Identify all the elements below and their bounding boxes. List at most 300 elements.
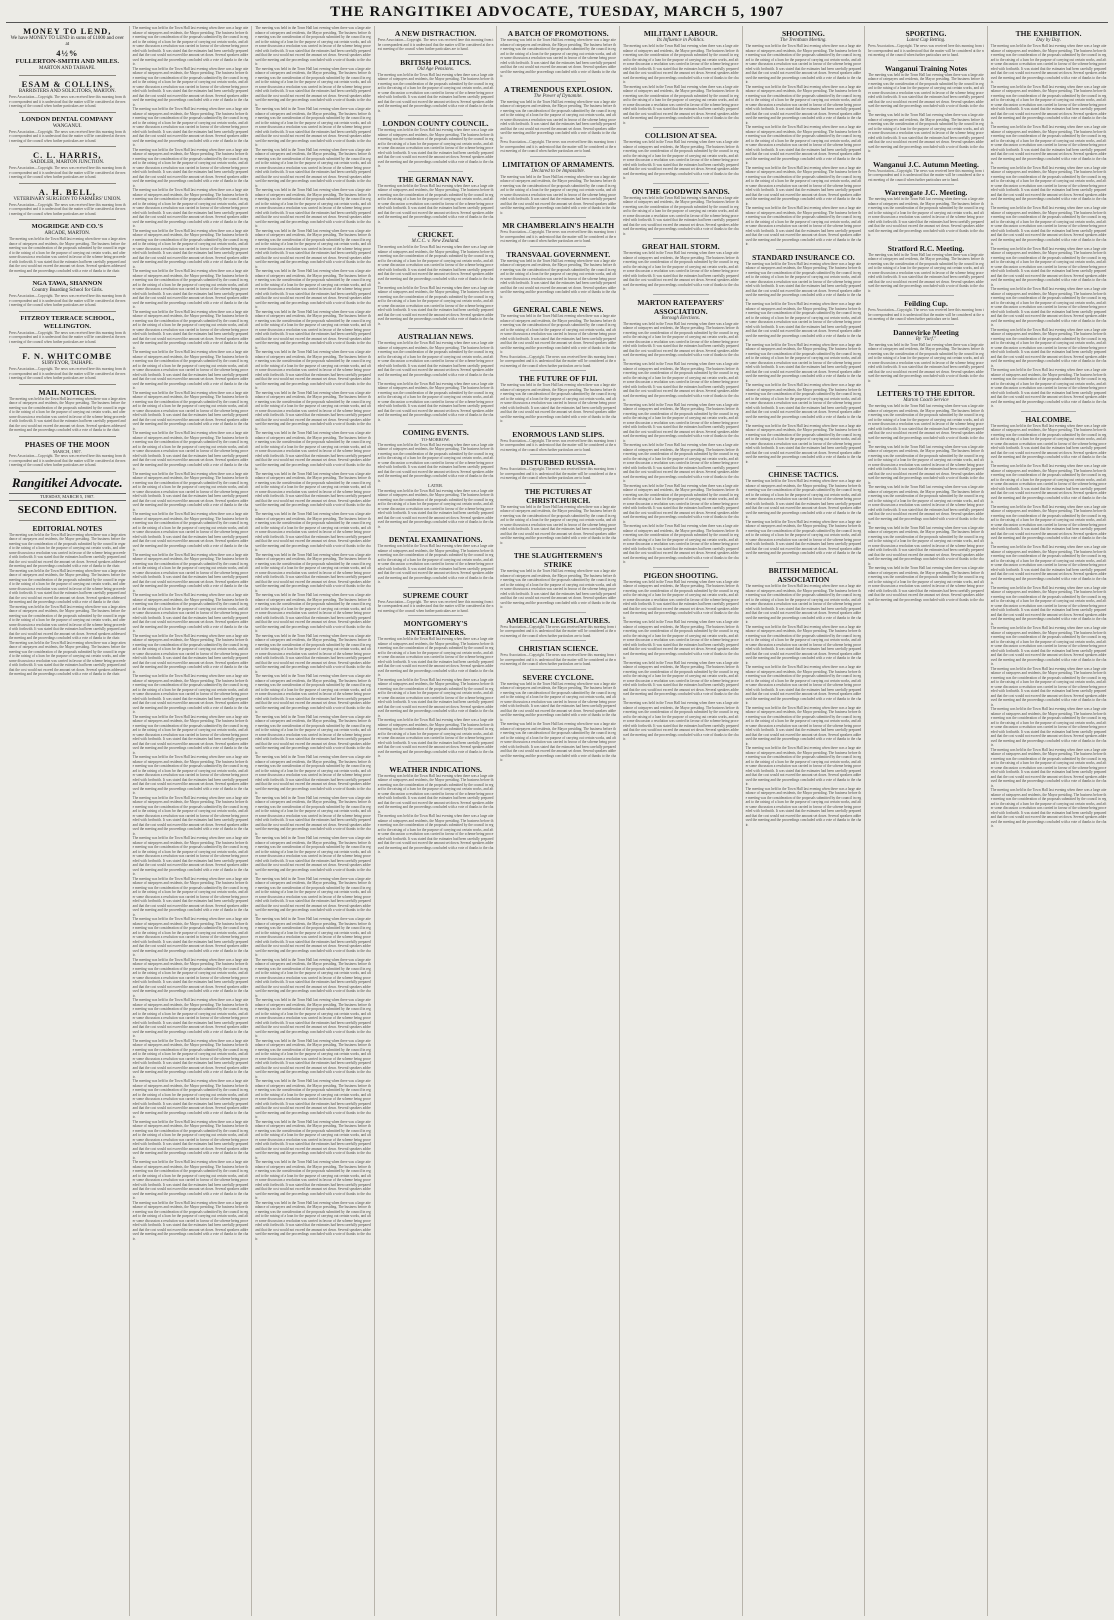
article-text: The meeting was held in the Town Hall last evening when there was a large attendance of ratepayers and residents, the Mayor presiding. The business before the meeting was the consideration of the proposals submitted by the council in regard to the raising of a loan for the purpose of carrying out certain works, and after some discussion a resolution was carried in favour of the scheme being proceeded with forthwith. It was stated that the estimates had been carefully prepared and that the cost would not exceed the amount set down. Several speakers addressed the meeting and the proceedings concluded with a vote of thanks to the chair.	[745, 746, 862, 786]
article-text: The meeting was held in the Town Hall last evening when there was a large attendance of ratepayers and residents, the Mayor presiding. The business before the meeting was the consideration of the proposals submitted by the council in regard to the raising of a loan for the purpose of carrying out certain works, and after some discussion a resolution was carried in favour of the scheme being proceeded with forthwith. It was stated that the estimates had been carefully prepared and that the cost would not exceed the amount set down. Several speakers addressed the meeting and the proceedings concluded with a vote of thanks to the chair.	[622, 84, 739, 125]
article-text: The meeting was held in the Town Hall last evening when there was a large attendance of ratepayers and residents, the Mayor presiding. The business before the meeting was the consideration of the proposals submitted by the council in regard to the raising of a loan for the purpose of carrying out certain works, and after some discussion a resolution was carried in favour of the scheme being proceeded with forthwith. It was stated that the estimates had been carefully prepared and that the cost would not exceed the amount set down. Several speakers addressed the meeting and the proceedings concluded with a vote of thanks to the chair.	[377, 183, 494, 224]
article-text: The meeting was held in the Town Hall last evening when there was a large attendance of ratepayers and residents, the Mayor presiding. The business before the meeting was the consideration of the proposals submitted by the council in regard to the raising of a loan for the purpose of carrying out certain works, and after some discussion a resolution was carried in favour of the scheme being proceeded with forthwith. It was stated that the estimates had been carefully prepared and that the cost would not exceed the amount set down. Several speakers addressed the meeting and the proceedings concluded with a vote of thanks to the chair.	[132, 1160, 249, 1200]
heading-letters-to-the-editor: LETTERS TO THE EDITOR.	[877, 389, 975, 398]
ad-nga-tawa-sub: Country Boarding School for Girls.	[31, 288, 103, 293]
article-text: The meeting was held in the Town Hall last evening when there was a large attendance of ratepayers and residents, the Mayor presiding. The business before the meeting was the consideration of the proposals submitted by the council in regard to the raising of a loan for the purpose of carrying out certain works, and after some discussion a resolution was carried in favour of the scheme being proceeded with forthwith. It was stated that the estimates had been carefully prepared and that the cost would not exceed the amount set down. Several speakers addressed the meeting and the proceedings concluded with a vote of thanks to the chair.	[377, 488, 494, 529]
article-text: The meeting was held in the Town Hall last evening when there was a large attendance of ratepayers and residents, the Mayor presiding. The business before the meeting was the consideration of the proposals submitted by the council in regard to the raising of a loan for the purpose of carrying out certain works, and after some discussion a resolution was carried in favour of the scheme being proceeded with forthwith. It was stated that the estimates had been carefully prepared and that the cost would not exceed the amount set down. Several speakers addressed the meeting and the proceedings concluded with a vote of thanks to the chair.	[377, 442, 494, 483]
second-edition-heading: SECOND EDITION.	[17, 503, 117, 516]
article-text: The meeting was held in the Town Hall last evening when there was a large attendance of ratepayers and residents, the Mayor presiding. The business before the meeting was the consideration of the proposals submitted by the council in regard to the raising of a loan for the purpose of carrying out certain works, and after some discussion a resolution was carried in favour of the scheme being proceeded with forthwith. It was stated that the estimates had been carefully prepared and that the cost would not exceed the amount set down. Several speakers addressed the meeting and the proceedings concluded with a vote of thanks to the chair.	[255, 512, 371, 552]
article-text: The meeting was held in the Town Hall last evening when there was a large attendance of ratepayers and residents, the Mayor presiding. The business before the meeting was the consideration of the proposals submitted by the council in regard to the raising of a loan for the purpose of carrying out certain works, and after some discussion a resolution was carried in favour of the scheme being proceeded with forthwith. It was stated that the estimates had been carefully prepared and that the cost would not exceed the amount set down. Several speakers addressed the meeting and the proceedings concluded with a vote of thanks to the chair.	[255, 431, 371, 471]
rule	[653, 294, 709, 295]
column-2	[129, 26, 252, 1616]
ad-nga-tawa: NGA TAWA, SHANNON	[32, 280, 103, 287]
article-text: Press Association—Copyright. The news was received here this morning from the correspondent and it is understood that the matter will be considered at the next meeting of the council when further particulars are to hand.	[377, 599, 494, 613]
article-text: The meeting was held in the Town Hall last evening when there was a large attendance of ratepayers and residents, the Mayor presiding. The business before the meeting was the consideration of the proposals submitted by the council in regard to the raising of a loan for the purpose of carrying out certain works, and after some discussion a resolution was carried in favour of the scheme being proceeded with forthwith. It was stated that the estimates had been carefully prepared and that the cost would not exceed the amount set down. Several speakers addressed the meeting and the proceedings concluded with a vote of thanks to the chair.	[990, 585, 1107, 626]
article-text: The meeting was held in the Town Hall last evening when there was a large attendance of ratepayers and residents, the Mayor presiding. The business before the meeting was the consideration of the proposals submitted by the council in regard to the raising of a loan for the purpose of carrying out certain works, and after some discussion a resolution was carried in favour of the scheme being proceeded with forthwith. It was stated that the estimates had been carefully prepared and that the cost would not exceed the amount set down. Several speakers addressed the meeting and the proceedings concluded with a vote of thanks to the chair.	[990, 206, 1107, 246]
article-text: The meeting was held in the Town Hall last evening when there was a large attendance of ratepayers and residents, the Mayor presiding. The business before the meeting was the consideration of the proposals submitted by the council in regard to the raising of a loan for the purpose of carrying out certain works, and after some discussion a resolution was carried in favour of the scheme being proceeded with forthwith. It was stated that the estimates had been carefully prepared and that the cost would not exceed the amount set down. Several speakers addressed the meeting and the proceedings concluded with a vote of thanks to the chair.	[745, 584, 862, 624]
rule	[408, 115, 464, 116]
article-text: The meeting was held in the Town Hall last evening when there was a large attendance of ratepayers and residents, the Mayor presiding. The business before the meeting was the consideration of the proposals submitted by the council in regard to the raising of a loan for the purpose of carrying out certain works, and after some discussion a resolution was carried in favour of the scheme being proceeded with forthwith. It was stated that the estimates had been carefully prepared and that the cost would not exceed the amount set down. Several speakers addressed the meeting and the proceedings concluded with a vote of thanks to the chair.	[9, 604, 126, 640]
heading-goodwin-sands: ON THE GOODWIN SANDS.	[631, 186, 730, 196]
rule	[530, 547, 586, 548]
article-text: The meeting was held in the Town Hall last evening when there was a large attendance of ratepayers and residents, the Mayor presiding. The business before the meeting was the consideration of the proposals submitted by the council in regard to the raising of a loan for the purpose of carrying out certain works, and after some discussion a resolution was carried in favour of the scheme being proceeded with forthwith. It was stated that the estimates had been carefully prepared and that the cost would not exceed the amount set down. Several speakers addressed the meeting and the proceedings concluded with a vote of thanks to the chair.	[622, 140, 739, 180]
heading-general-cable-news: GENERAL CABLE NEWS.	[513, 305, 604, 314]
article-text: The meeting was held in the Town Hall last evening when there was a large attendance of ratepayers and residents, the Mayor presiding. The business before the meeting was the consideration of the proposals submitted by the council in regard to the raising of a loan for the purpose of carrying out certain works, and after some discussion a resolution was carried in favour of the scheme being proceeded with forthwith. It was stated that the estimates had been carefully prepared and that the cost would not exceed the amount set down. Several speakers addressed the meeting and the proceedings concluded with a vote of thanks to the chair.	[132, 1200, 249, 1241]
heading-wanganui-jc-autumn: Wanganui J.C. Autumn Meeting.	[873, 159, 979, 169]
article-text: The meeting was held in the Town Hall last evening when there was a large attendance of ratepayers and residents, the Mayor presiding. The business before the meeting was the consideration of the proposals submitted by the council in regard to the raising of a loan for the purpose of carrying out certain works, and after some discussion a resolution was carried in favour of the scheme being proceeded with forthwith. It was stated that the estimates had been carefully prepared and that the cost would not exceed the amount set down. Several speakers addressed the meeting and the proceedings concluded with a vote of thanks to the chair.	[990, 666, 1107, 707]
article-text: Press Association—Copyright. The news was received here this morning from the correspondent and it is understood that the matter will be considered at the next meeting of the council when further particulars are to hand.	[500, 354, 616, 368]
heading-pigeon-shooting: PIGEON SHOOTING.	[643, 570, 718, 580]
article-text: The meeting was held in the Town Hall last evening when there was a large attendance of ratepayers and residents, the Mayor presiding. The business before the meeting was the consideration of the proposals submitted by the council in regard to the raising of a loan for the purpose of carrying out certain works, and after some discussion a resolution was carried in favour of the scheme being proceeded with forthwith. It was stated that the estimates had been carefully prepared and that the cost would not exceed the amount set down. Several speakers addressed the meeting and the proceedings concluded with a vote of thanks to the chair.	[622, 44, 739, 84]
rule	[408, 171, 464, 172]
article-text: The meeting was held in the Town Hall last evening when there was a large attendance of ratepayers and residents, the Mayor presiding. The business before the meeting was the consideration of the proposals submitted by the council in regard to the raising of a loan for the purpose of carrying out certain works, and after some discussion a resolution was carried in favour of the scheme being proceeded with forthwith. It was stated that the estimates had been carefully prepared and that the cost would not exceed the amount set down. Several speakers addressed the meeting and the proceedings concluded with a vote of thanks to the chair.	[132, 633, 249, 674]
heading-cricket: CRICKET.	[417, 230, 454, 239]
page-columns	[6, 26, 1110, 1616]
rule	[653, 567, 709, 568]
article-text: The meeting was held in the Town Hall last evening when there was a large attendance of ratepayers and residents, the Mayor presiding. The business before the meeting was the consideration of the proposals submitted by the council in regard to the raising of a loan for the purpose of carrying out certain works, and after some discussion a resolution was carried in favour of the scheme being proceeded with forthwith. It was stated that the estimates had been carefully prepared and that the cost would not exceed the amount set down. Several speakers addressed the meeting and the proceedings concluded with a vote of thanks to the chair.	[132, 350, 249, 390]
article-text: The meeting was held in the Town Hall last evening when there was a large attendance of ratepayers and residents, the Mayor presiding. The business before the meeting was the consideration of the proposals submitted by the council in regard to the raising of a loan for the purpose of carrying out certain works, and after some discussion a resolution was carried in favour of the scheme being proceeded with forthwith. It was stated that the estimates had been carefully prepared and that the cost would not exceed the amount set down. Several speakers addressed the meeting and the proceedings concluded with a vote of thanks to the chair.	[377, 72, 494, 113]
subheading-marton-coach-service: Marton Coach Service	[903, 398, 949, 403]
article-text: The meeting was held in the Town Hall last evening when there was a large attendance of ratepayers and residents, the Mayor presiding. The business before the meeting was the consideration of the proposals submitted by the council in regard to the raising of a loan for the purpose of carrying out certain works, and after some discussion a resolution was carried in favour of the scheme being proceeded with forthwith. It was stated that the estimates had been carefully prepared and that the cost would not exceed the amount set down. Several speakers addressed the meeting and the proceedings concluded with a vote of thanks to the chair.	[132, 1119, 249, 1160]
article-text: The meeting was held in the Town Hall last evening when there was a large attendance of ratepayers and residents, the Mayor presiding. The business before the meeting was the consideration of the proposals submitted by the council in regard to the raising of a loan for the purpose of carrying out certain works, and after some discussion a resolution was carried in favour of the scheme being proceeded with forthwith. It was stated that the estimates had been carefully prepared and that the cost would not exceed the amount set down. Several speakers addressed the meeting and the proceedings concluded with a vote of thanks to the chair.	[990, 125, 1107, 165]
rule	[19, 183, 116, 184]
article-text: The meeting was held in the Town Hall last evening when there was a large attendance of ratepayers and residents, the Mayor presiding. The business before the meeting was the consideration of the proposals submitted by the council in regard to the raising of a loan for the purpose of carrying out certain works, and after some discussion a resolution was carried in favour of the scheme being proceeded with forthwith. It was stated that the estimates had been carefully prepared and that the cost would not exceed the amount set down. Several speakers addressed the meeting and the proceedings concluded with a vote of thanks to the chair.	[255, 1038, 371, 1079]
rule	[408, 531, 464, 532]
article-text: The meeting was held in the Town Hall last evening when there was a large attendance of ratepayers and residents, the Mayor presiding. The business before the meeting was the consideration of the proposals submitted by the council in regard to the raising of a loan for the purpose of carrying out certain works, and after some discussion a resolution was carried in favour of the scheme being proceeded with forthwith. It was stated that the estimates had been carefully prepared and that the cost would not exceed the amount set down. Several speakers addressed the meeting and the proceedings concluded with a vote of thanks to the chair.	[255, 26, 371, 66]
article-text: The meeting was held in the Town Hall last evening when there was a large attendance of ratepayers and residents, the Mayor presiding. The business before the meeting was the consideration of the proposals submitted by the council in regard to the raising of a loan for the purpose of carrying out certain works, and after some discussion a resolution was carried in favour of the scheme being proceeded with forthwith. It was stated that the estimates had been carefully prepared and that the cost would not exceed the amount set down. Several speakers addressed the meeting and the proceedings concluded with a vote of thanks to the chair.	[745, 786, 862, 827]
article-text: The meeting was held in the Town Hall last evening when there was a large attendance of ratepayers and residents, the Mayor presiding. The business before the meeting was the consideration of the proposals submitted by the council in regard to the raising of a loan for the purpose of carrying out certain works, and after some discussion a resolution was carried in favour of the scheme being proceeded with forthwith. It was stated that the estimates had been carefully prepared and that the cost would not exceed the amount set down. Several speakers addressed the meeting and the proceedings concluded with a vote of thanks to the chair.	[255, 228, 371, 269]
ad-bell: A. H. BELL,	[38, 186, 96, 197]
article-text: The meeting was held in the Town Hall last evening when there was a large attendance of ratepayers and residents, the Mayor presiding. The business before the meeting was the consideration of the proposals submitted by the council in regard to the raising of a loan for the purpose of carrying out certain works, and after some discussion a resolution was carried in favour of the scheme being proceeded with forthwith. It was stated that the estimates had been carefully prepared and that the cost would not exceed the amount set down. Several speakers addressed the meeting and the proceedings concluded with a vote of thanks to the chair.	[868, 525, 984, 566]
rule	[530, 669, 586, 670]
article-text: The meeting was held in the Town Hall last evening when there was a large attendance of ratepayers and residents, the Mayor presiding. The business before the meeting was the consideration of the proposals submitted by the council in regard to the raising of a loan for the purpose of carrying out certain works, and after some discussion a resolution was carried in favour of the scheme being proceeded with forthwith. It was stated that the estimates had been carefully prepared and that the cost would not exceed the amount set down. Several speakers addressed the meeting and the proceedings concluded with a vote of thanks to the chair.	[377, 285, 494, 326]
rule	[898, 385, 954, 386]
article-text: The meeting was held in the Town Hall last evening when there was a large attendance of ratepayers and residents, the Mayor presiding. The business before the meeting was the consideration of the proposals submitted by the council in regard to the raising of a loan for the purpose of carrying out certain works, and after some discussion a resolution was carried in favour of the scheme being proceeded with forthwith. It was stated that the estimates had been carefully prepared and that the cost would not exceed the amount set down. Several speakers addressed the meeting and the proceedings concluded with a vote of thanks to the chair.	[132, 957, 249, 998]
article-text: The meeting was held in the Town Hall last evening when there was a large attendance of ratepayers and residents, the Mayor presiding. The business before the meeting was the consideration of the proposals submitted by the council in regard to the raising of a loan for the purpose of carrying out certain works, and after some discussion a resolution was carried in favour of the scheme being proceeded with forthwith. It was stated that the estimates had been carefully prepared and that the cost would not exceed the amount set down. Several speakers addressed the meeting and the proceedings concluded with a vote of thanks to the chair.	[255, 957, 371, 998]
article-text: The meeting was held in the Town Hall last evening when there was a large attendance of ratepayers and residents, the Mayor presiding. The business before the meeting was the consideration of the proposals submitted by the council in regard to the raising of a loan for the purpose of carrying out certain works, and after some discussion a resolution was carried in favour of the scheme being proceeded with forthwith. It was stated that the estimates had been carefully prepared and that the cost would not exceed the amount set down. Several speakers addressed the meeting and the proceedings concluded with a vote of thanks to the chair.	[132, 836, 249, 876]
article-text: The meeting was held in the Town Hall last evening when there was a large attendance of ratepayers and residents, the Mayor presiding. The business before the meeting was the consideration of the proposals submitted by the council in regard to the raising of a loan for the purpose of carrying out certain works, and after some discussion a resolution was carried in favour of the scheme being proceeded with forthwith. It was stated that the estimates had been carefully prepared and that the cost would not exceed the amount set down. Several speakers addressed the meeting and the proceedings concluded with a vote of thanks to the chair.	[255, 795, 371, 836]
article-text: Press Association—Copyright. The news was received here this morning from the correspondent and it is understood that the matter will be considered at the next meeting of the council when further particulars are to hand.	[500, 230, 616, 243]
rule	[408, 615, 464, 616]
article-text: The meeting was held in the Town Hall last evening when there was a large attendance of ratepayers and residents, the Mayor presiding. The business before the meeting was the consideration of the proposals submitted by the council in regard to the raising of a loan for the purpose of carrying out certain works, and after some discussion a resolution was carried in favour of the scheme being proceeded with forthwith. It was stated that the estimates had been carefully prepared and that the cost would not exceed the amount set down. Several speakers addressed the meeting and the proceedings concluded with a vote of thanks to the chair.	[745, 342, 862, 383]
article-text: The meeting was held in the Town Hall last evening when there was a large attendance of ratepayers and residents, the Mayor presiding. The business before the meeting was the consideration of the proposals submitted by the council in regard to the raising of a loan for the purpose of carrying out certain works, and after some discussion a resolution was carried in favour of the scheme being proceeded with forthwith. It was stated that the estimates had been carefully prepared and that the cost would not exceed the amount set down. Several speakers addressed the meeting and the proceedings concluded with a vote of thanks to the chair.	[255, 917, 371, 957]
heading-new-distraction: A NEW DISTRACTION.	[394, 29, 477, 38]
rule	[530, 612, 586, 613]
heading-slaughtermens-strike: THE SLAUGHTERMEN'S STRIKE	[513, 551, 603, 569]
heading-shooting: SHOOTING.	[782, 29, 825, 38]
article-text: The meeting was held in the Town Hall last evening when there was a large attendance of ratepayers and residents, the Mayor presiding. The business before the meeting was the consideration of the proposals submitted by the council in regard to the raising of a loan for the purpose of carrying out certain works, and after some discussion a resolution was carried in favour of the scheme being proceeded with forthwith. It was stated that the estimates had been carefully prepared and that the cost would not exceed the amount set down. Several speakers addressed the meeting and the proceedings concluded with a vote of thanks to the chair.	[377, 128, 494, 168]
article-text: The meeting was held in the Town Hall last evening when there was a large attendance of ratepayers and residents, the Mayor presiding. The business before the meeting was the consideration of the proposals submitted by the council in regard to the raising of a loan for the purpose of carrying out certain works, and after some discussion a resolution was carried in favour of the scheme being proceeded with forthwith. It was stated that the estimates had been carefully prepared and that the cost would not exceed the amount set down. Several speakers addressed the meeting and the proceedings concluded with a vote of thanks to the chair.	[745, 302, 862, 342]
article-text: The meeting was held in the Town Hall last evening when there was a large attendance of ratepayers and residents, the Mayor presiding. The business before the meeting was the consideration of the proposals submitted by the council in regard to the raising of a loan for the purpose of carrying out certain works, and after some discussion a resolution was carried in favour of the scheme being proceeded with forthwith. It was stated that the estimates had been carefully prepared and that the cost would not exceed the amount set down. Several speakers addressed the meeting and the proceedings concluded with a vote of thanks to the chair.	[132, 876, 249, 917]
article-text: The meeting was held in the Town Hall last evening when there was a large attendance of ratepayers and residents, the Mayor presiding. The business before the meeting was the consideration of the proposals submitted by the council in regard to the raising of a loan for the purpose of carrying out certain works, and after some discussion a resolution was carried in favour of the scheme being proceeded with forthwith. It was stated that the estimates had been carefully prepared and that the cost would not exceed the amount set down. Several speakers addressed the meeting and the proceedings concluded with a vote of thanks to the chair.	[132, 795, 249, 836]
article-text: The meeting was held in the Town Hall last evening when there was a large attendance of ratepayers and residents, the Mayor presiding. The business before the meeting was the consideration of the proposals submitted by the council in regard to the raising of a loan for the purpose of carrying out certain works, and after some discussion a resolution was carried in favour of the scheme being proceeded with forthwith. It was stated that the estimates had been carefully prepared and that the cost would not exceed the amount set down. Several speakers addressed the meeting and the proceedings concluded with a vote of thanks to the chair.	[868, 197, 984, 237]
article-text: The meeting was held in the Town Hall last evening when there was a large attendance of ratepayers and residents, the Mayor presiding. The business before the meeting was the consideration of the proposals submitted by the council in regard to the raising of a loan for the purpose of carrying out certain works, and after some discussion a resolution was carried in favour of the scheme being proceeded with forthwith. It was stated that the estimates had been carefully prepared and that the cost would not exceed the amount set down. Several speakers addressed the meeting and the proceedings concluded with a vote of thanks to the chair.	[500, 174, 616, 215]
article-text: The meeting was held in the Town Hall last evening when there was a large attendance of ratepayers and residents, the Mayor presiding. The business before the meeting was the consideration of the proposals submitted by the council in regard to the raising of a loan for the purpose of carrying out certain works, and after some discussion a resolution was carried in favour of the scheme being proceeded with forthwith. It was stated that the estimates had been carefully prepared and that the cost would not exceed the amount set down. Several speakers addressed the meeting and the proceedings concluded with a vote of thanks to the chair.	[745, 383, 862, 423]
article-text: The meeting was held in the Town Hall last evening when there was a large attendance of ratepayers and residents, the Mayor presiding. The business before the meeting was the consideration of the proposals submitted by the council in regard to the raising of a loan for the purpose of carrying out certain works, and after some discussion a resolution was carried in favour of the scheme being proceeded with forthwith. It was stated that the estimates had been carefully prepared and that the cost would not exceed the amount set down. Several speakers addressed the meeting and the proceedings concluded with a vote of thanks to the chair.	[622, 579, 739, 620]
ad-london-dental: LONDON DENTAL COMPANY	[21, 115, 114, 123]
article-text: The meeting was held in the Town Hall last evening when there was a large attendance of ratepayers and residents, the Mayor presiding. The business before the meeting was the consideration of the proposals submitted by the council in regard to the raising of a loan for the purpose of carrying out certain works, and after some discussion a resolution was carried in favour of the scheme being proceeded with forthwith. It was stated that the estimates had been carefully prepared and that the cost would not exceed the amount set down. Several speakers addressed the meeting and the proceedings concluded with a vote of thanks to the chair.	[745, 479, 862, 519]
article-text: The meeting was held in the Town Hall last evening when there was a large attendance of ratepayers and residents, the Mayor presiding. The business before the meeting was the consideration of the proposals submitted by the council in regard to the raising of a loan for the purpose of carrying out certain works, and after some discussion a resolution was carried in favour of the scheme being proceeded with forthwith. It was stated that the estimates had been carefully prepared and that the cost would not exceed the amount set down. Several speakers addressed the meeting and the proceedings concluded with a vote of thanks to the chair.	[132, 512, 249, 552]
article-text: Press Association—Copyright. The news was received here this morning from the correspondent and it is understood that the matter will be considered at the next meeting of the council when further particulars are to hand.	[500, 140, 616, 153]
article-text: The meeting was held in the Town Hall last evening when there was a large attendance of ratepayers and residents, the Mayor presiding. The business before the meeting was the consideration of the proposals submitted by the council in regard to the raising of a loan for the purpose of carrying out certain works, and after some discussion a resolution was carried in favour of the scheme being proceeded with forthwith. It was stated that the estimates had been carefully prepared and that the cost would not exceed the amount set down. Several speakers addressed the meeting and the proceedings concluded with a vote of thanks to the chair.	[622, 701, 739, 741]
heading-chinese-tactics: CHINESE TACTICS.	[768, 470, 839, 479]
article-text: The meeting was held in the Town Hall last evening when there was a large attendance of ratepayers and residents, the Mayor presiding. The business before the meeting was the consideration of the proposals submitted by the council in regard to the raising of a loan for the purpose of carrying out certain works, and after some discussion a resolution was carried in favour of the scheme being proceeded with forthwith. It was stated that the estimates had been carefully prepared and that the cost would not exceed the amount set down. Several speakers addressed the meeting and the proceedings concluded with a vote of thanks to the chair.	[868, 252, 984, 293]
article-text: The meeting was held in the Town Hall last evening when there was a large attendance of ratepayers and residents, the Mayor presiding. The business before the meeting was the consideration of the proposals submitted by the council in regard to the raising of a loan for the purpose of carrying out certain works, and after some discussion a resolution was carried in favour of the scheme being proceeded with forthwith. It was stated that the estimates had been carefully prepared and that the cost would not exceed the amount set down. Several speakers addressed the meeting and the proceedings concluded with a vote of thanks to the chair.	[132, 593, 249, 633]
article-text: The meeting was held in the Town Hall last evening when there was a large attendance of ratepayers and residents, the Mayor presiding. The business before the meeting was the consideration of the proposals submitted by the council in regard to the raising of a loan for the purpose of carrying out certain works, and after some discussion a resolution was carried in favour of the scheme being proceeded with forthwith. It was stated that the estimates had been carefully prepared and that the cost would not exceed the amount set down. Several speakers addressed the meeting and the proceedings concluded with a vote of thanks to the chair.	[377, 341, 494, 381]
article-text: Press Association—Copyright. The news was received here this morning from the correspondent and it is understood that the matter will be considered at the next meeting of the council when further particulars are to hand.	[500, 653, 616, 666]
rule	[898, 60, 954, 61]
heading-dannevirke-meeting: Dannevirke Meeting	[893, 327, 959, 337]
article-text: The meeting was held in the Town Hall last evening when there was a large attendance of ratepayers and residents, the Mayor presiding. The business before the meeting was the consideration of the proposals submitted by the council in regard to the raising of a loan for the purpose of carrying out certain works, and after some discussion a resolution was carried in favour of the scheme being proceeded with forthwith. It was stated that the estimates had been carefully prepared and that the cost would not exceed the amount set down. Several speakers addressed the meeting and the proceedings concluded with a vote of thanks to the chair.	[622, 402, 739, 443]
ad-text: Press Association—Copyright. The news was received here this morning from the correspondent and it is understood that the matter will be considered at the next meeting of the council when further particulars are to hand.	[9, 367, 126, 380]
rule	[19, 311, 116, 312]
column-8	[864, 26, 987, 1616]
rule	[19, 471, 116, 472]
ad-whitcombe: F. N. WHITCOMBE	[22, 351, 113, 361]
article-text: The meeting was held in the Town Hall last evening when there was a large attendance of ratepayers and residents, the Mayor presiding. The business before the meeting was the consideration of the proposals submitted by the council in regard to the raising of a loan for the purpose of carrying out certain works, and after some discussion a resolution was carried in favour of the scheme being proceeded with forthwith. It was stated that the estimates had been carefully prepared and that the cost would not exceed the amount set down. Several speakers addressed the meeting and the proceedings concluded with a vote of thanks to the chair.	[622, 443, 739, 483]
article-text: The meeting was held in the Town Hall last evening when there was a large attendance of ratepayers and residents, the Mayor presiding. The business before the meeting was the consideration of the proposals submitted by the council in regard to the raising of a loan for the purpose of carrying out certain works, and after some discussion a resolution was carried in favour of the scheme being proceeded with forthwith. It was stated that the estimates had been carefully prepared and that the cost would not exceed the amount set down. Several speakers addressed the meeting and the proceedings concluded with a vote of thanks to the chair.	[377, 245, 494, 285]
article-text: The meeting was held in the Town Hall last evening when there was a large attendance of ratepayers and residents, the Mayor presiding. The business before the meeting was the consideration of the proposals submitted by the council in regard to the raising of a loan for the purpose of carrying out certain works, and after some discussion a resolution was carried in favour of the scheme being proceeded with forthwith. It was stated that the estimates had been carefully prepared and that the cost would not exceed the amount set down. Several speakers addressed the meeting and the proceedings concluded with a vote of thanks to the chair.	[500, 504, 616, 545]
article-text: The meeting was held in the Town Hall last evening when there was a large attendance of ratepayers and residents, the Mayor presiding. The business before the meeting was the consideration of the proposals submitted by the council in regard to the raising of a loan for the purpose of carrying out certain works, and after some discussion a resolution was carried in favour of the scheme being proceeded with forthwith. It was stated that the estimates had been carefully prepared and that the cost would not exceed the amount set down. Several speakers addressed the meeting and the proceedings concluded with a vote of thanks to the chair.	[377, 718, 494, 758]
article-text: The meeting was held in the Town Hall last evening when there was a large attendance of ratepayers and residents, the Mayor presiding. The business before the meeting was the consideration of the proposals submitted by the council in regard to the raising of a loan for the purpose of carrying out certain works, and after some discussion a resolution was carried in favour of the scheme being proceeded with forthwith. It was stated that the estimates had been carefully prepared and that the cost would not exceed the amount set down. Several speakers addressed the meeting and the proceedings concluded with a vote of thanks to the chair.	[990, 504, 1107, 545]
article-text: The meeting was held in the Town Hall last evening when there was a large attendance of ratepayers and residents, the Mayor presiding. The business before the meeting was the consideration of the proposals submitted by the council in regard to the raising of a loan for the purpose of carrying out certain works, and after some discussion a resolution was carried in favour of the scheme being proceeded with forthwith. It was stated that the estimates had been carefully prepared and that the cost would not exceed the amount set down. Several speakers addressed the meeting and the proceedings concluded with a vote of thanks to the chair.	[868, 444, 984, 485]
heading-feilding-cup: Feilding Cup.	[904, 299, 948, 308]
article-text: The meeting was held in the Town Hall last evening when there was a large attendance of ratepayers and residents, the Mayor presiding. The business before the meeting was the consideration of the proposals submitted by the council in regard to the raising of a loan for the purpose of carrying out certain works, and after some discussion a resolution was carried in favour of the scheme being proceeded with forthwith. It was stated that the estimates had been carefully prepared and that the cost would not exceed the amount set down. Several speakers addressed the meeting and the proceedings concluded with a vote of thanks to the chair.	[132, 431, 249, 471]
article-text: The meeting was held in the Town Hall last evening when there was a large attendance of ratepayers and residents, the Mayor presiding. The business before the meeting was the consideration of the proposals submitted by the council in regard to the raising of a loan for the purpose of carrying out certain works, and after some discussion a resolution was carried in favour of the scheme being proceeded with forthwith. It was stated that the estimates had been carefully prepared and that the cost would not exceed the amount set down. Several speakers addressed the meeting and the proceedings concluded with a vote of thanks to the chair.	[132, 552, 249, 593]
article-text: Press Association—Copyright. The news was received here this morning from the correspondent and it is understood that the matter will be considered at the next meeting of the council when further particulars are to hand.	[377, 38, 494, 51]
ad-firm-location: MARTON AND TAIHAPE.	[39, 66, 96, 71]
subheading-trentham-meeting: The Trentham Meeting.	[780, 38, 827, 43]
rule	[653, 183, 709, 184]
article-text: The meeting was held in the Town Hall last evening when there was a large attendance of ratepayers and residents, the Mayor presiding. The business before the meeting was the consideration of the proposals submitted by the council in regard to the raising of a loan for the purpose of carrying out certain works, and after some discussion a resolution was carried in favour of the scheme being proceeded with forthwith. It was stated that the estimates had been carefully prepared and that the cost would not exceed the amount set down. Several speakers addressed the meeting and the proceedings concluded with a vote of thanks to the chair.	[745, 705, 862, 746]
ad-text: The meeting was held in the Town Hall last evening when there was a large attendance of ratepayers and residents, the Mayor presiding. The business before the meeting was the consideration of the proposals submitted by the council in regard to the raising of a loan for the purpose of carrying out certain works, and after some discussion a resolution was carried in favour of the scheme being proceeded with forthwith. It was stated that the estimates had been carefully prepared and that the cost would not exceed the amount set down. Several speakers addressed the meeting and the proceedings concluded with a vote of thanks to the chair.	[9, 237, 126, 273]
subheading-later: LATER.	[428, 483, 444, 488]
article-text: The meeting was held in the Town Hall last evening when there was a large attendance of ratepayers and residents, the Mayor presiding. The business before the meeting was the consideration of the proposals submitted by the council in regard to the raising of a loan for the purpose of carrying out certain works, and after some discussion a resolution was carried in favour of the scheme being proceeded with forthwith. It was stated that the estimates had been carefully prepared and that the cost would not exceed the amount set down. Several speakers addressed the meeting and the proceedings concluded with a vote of thanks to the chair.	[990, 327, 1107, 368]
heading-marton-ratepayers: MARTON RATEPAYERS' ASSOCIATION.	[637, 297, 725, 316]
column-5	[496, 26, 619, 1616]
article-text: The meeting was held in the Town Hall last evening when there was a large attendance of ratepayers and residents, the Mayor presiding. The business before the meeting was the consideration of the proposals submitted by the council in regard to the raising of a loan for the purpose of carrying out certain works, and after some discussion a resolution was carried in favour of the scheme being proceeded with forthwith. It was stated that the estimates had been carefully prepared and that the cost would not exceed the amount set down. Several speakers addressed the meeting and the proceedings concluded with a vote of thanks to the chair.	[255, 755, 371, 795]
article-text: The meeting was held in the Town Hall last evening when there was a large attendance of ratepayers and residents, the Mayor presiding. The business before the meeting was the consideration of the proposals submitted by the council in regard to the raising of a loan for the purpose of carrying out certain works, and after some discussion a resolution was carried in favour of the scheme being proceeded with forthwith. It was stated that the estimates had been carefully prepared and that the cost would not exceed the amount set down. Several speakers addressed the meeting and the proceedings concluded with a vote of thanks to the chair.	[132, 26, 249, 66]
article-text: The meeting was held in the Town Hall last evening when there was a large attendance of ratepayers and residents, the Mayor presiding. The business before the meeting was the consideration of the proposals submitted by the council in regard to the raising of a loan for the purpose of carrying out certain works, and after some discussion a resolution was carried in favour of the scheme being proceeded with forthwith. It was stated that the estimates had been carefully prepared and that the cost would not exceed the amount set down. Several speakers addressed the meeting and the proceedings concluded with a vote of thanks to the chair.	[255, 876, 371, 917]
ad-fitzroy: FITZROY TERRACE SCHOOL, WELLINGTON.	[20, 314, 115, 330]
article-text: The meeting was held in the Town Hall last evening when there was a large attendance of ratepayers and residents, the Mayor presiding. The business before the meeting was the consideration of the proposals submitted by the council in regard to the raising of a loan for the purpose of carrying out certain works, and after some discussion a resolution was carried in favour of the scheme being proceeded with forthwith. It was stated that the estimates had been carefully prepared and that the cost would not exceed the amount set down. Several speakers addressed the meeting and the proceedings concluded with a vote of thanks to the chair.	[990, 246, 1107, 287]
heading-collision-at-sea: COLLISION AT SEA.	[644, 131, 717, 140]
rule	[19, 276, 116, 277]
article-text: The meeting was held in the Town Hall last evening when there was a large attendance of ratepayers and residents, the Mayor presiding. The business before the meeting was the consideration of the proposals submitted by the council in regard to the raising of a loan for the purpose of carrying out certain works, and after some discussion a resolution was carried in favour of the scheme being proceeded with forthwith. It was stated that the estimates had been carefully prepared and that the cost would not exceed the amount set down. Several speakers addressed the meeting and the proceedings concluded with a vote of thanks to the chair.	[745, 44, 862, 84]
rule	[530, 217, 586, 218]
article-text: The meeting was held in the Town Hall last evening when there was a large attendance of ratepayers and residents, the Mayor presiding. The business before the meeting was the consideration of the proposals submitted by the council in regard to the raising of a loan for the purpose of carrying out certain works, and after some discussion a resolution was carried in favour of the scheme being proceeded with forthwith. It was stated that the estimates had been carefully prepared and that the cost would not exceed the amount set down. Several speakers addressed the meeting and the proceedings concluded with a vote of thanks to the chair.	[500, 383, 616, 423]
heading-transvaal-government: TRANSVAAL GOVERNMENT.	[506, 249, 611, 259]
heading-severe-cyclone: SEVERE CYCLONE.	[522, 672, 594, 682]
rule	[19, 347, 116, 348]
article-text: The meeting was held in the Town Hall last evening when there was a large attendance of ratepayers and residents, the Mayor presiding. The business before the meeting was the consideration of the proposals submitted by the council in regard to the raising of a loan for the purpose of carrying out certain works, and after some discussion a resolution was carried in favour of the scheme being proceeded with forthwith. It was stated that the estimates had been carefully prepared and that the cost would not exceed the amount set down. Several speakers addressed the meeting and the proceedings concluded with a vote of thanks to the chair.	[745, 665, 862, 705]
article-text: The meeting was held in the Town Hall last evening when there was a large attendance of ratepayers and residents, the Mayor presiding. The business before the meeting was the consideration of the proposals submitted by the council in regard to the raising of a loan for the purpose of carrying out certain works, and after some discussion a resolution was carried in favour of the scheme being proceeded with forthwith. It was stated that the estimates had been carefully prepared and that the cost would not exceed the amount set down. Several speakers addressed the meeting and the proceedings concluded with a vote of thanks to the chair.	[255, 1160, 371, 1200]
column-1-advertisements	[6, 26, 129, 1616]
rule	[898, 240, 954, 241]
rule	[19, 219, 116, 220]
article-text: The meeting was held in the Town Hall last evening when there was a large attendance of ratepayers and residents, the Mayor presiding. The business before the meeting was the consideration of the proposals submitted by the council in regard to the raising of a loan for the purpose of carrying out certain works, and after some discussion a resolution was carried in favour of the scheme being proceeded with forthwith. It was stated that the estimates had been carefully prepared and that the cost would not exceed the amount set down. Several speakers addressed the meeting and the proceedings concluded with a vote of thanks to the chair.	[745, 84, 862, 125]
article-text: The meeting was held in the Town Hall last evening when there was a large attendance of ratepayers and residents, the Mayor presiding. The business before the meeting was the consideration of the proposals submitted by the council in regard to the raising of a loan for the purpose of carrying out certain works, and after some discussion a resolution was carried in favour of the scheme being proceeded with forthwith. It was stated that the estimates had been carefully prepared and that the cost would not exceed the amount set down. Several speakers addressed the meeting and the proceedings concluded with a vote of thanks to the chair.	[255, 552, 371, 593]
heading-sporting: SPORTING.	[905, 29, 947, 38]
ad-money-to-lend-heading: MONEY TO LEND,	[23, 26, 112, 36]
heading-australian-news: AUSTRALIAN NEWS.	[397, 332, 474, 341]
article-text: The meeting was held in the Town Hall last evening when there was a large attendance of ratepayers and residents, the Mayor presiding. The business before the meeting was the consideration of the proposals submitted by the council in regard to the raising of a loan for the purpose of carrying out certain works, and after some discussion a resolution was carried in favour of the scheme being proceeded with forthwith. It was stated that the estimates had been carefully prepared and that the cost would not exceed the amount set down. Several speakers addressed the meeting and the proceedings concluded with a vote of thanks to the chair.	[622, 524, 739, 564]
article-text: The meeting was held in the Town Hall last evening when there was a large attendance of ratepayers and residents, the Mayor presiding. The business before the meeting was the consideration of the proposals submitted by the council in regard to the raising of a loan for the purpose of carrying out certain works, and after some discussion a resolution was carried in favour of the scheme being proceeded with forthwith. It was stated that the estimates had been carefully prepared and that the cost would not exceed the amount set down. Several speakers addressed the meeting and the proceedings concluded with a vote of thanks to the chair.	[868, 404, 984, 444]
rule	[898, 184, 954, 185]
article-text: The meeting was held in the Town Hall last evening when there was a large attendance of ratepayers and residents, the Mayor presiding. The business before the meeting was the consideration of the proposals submitted by the council in regard to the raising of a loan for the purpose of carrying out certain works, and after some discussion a resolution was carried in favour of the scheme being proceeded with forthwith. It was stated that the estimates had been carefully prepared and that the cost would not exceed the amount set down. Several speakers addressed the meeting and the proceedings concluded with a vote of thanks to the chair.	[255, 1079, 371, 1119]
heading-stratford-rc: Stratford R.C. Meeting.	[887, 243, 965, 253]
subheading-power-of-dynamite: The Power of Dynamite.	[533, 93, 583, 99]
rule	[530, 483, 586, 484]
article-text: The meeting was held in the Town Hall last evening when there was a large attendance of ratepayers and residents, the Mayor presiding. The business before the meeting was the consideration of the proposals submitted by the council in regard to the raising of a loan for the purpose of carrying out certain works, and after some discussion a resolution was carried in favour of the scheme being proceeded with forthwith. It was stated that the estimates had been carefully prepared and that the cost would not exceed the amount set down. Several speakers addressed the meeting and the proceedings concluded with a vote of thanks to the chair.	[500, 722, 616, 762]
article-text: The meeting was held in the Town Hall last evening when there was a large attendance of ratepayers and residents, the Mayor presiding. The business before the meeting was the consideration of the proposals submitted by the council in regard to the raising of a loan for the purpose of carrying out certain works, and after some discussion a resolution was carried in favour of the scheme being proceeded with forthwith. It was stated that the estimates had been carefully prepared and that the cost would not exceed the amount set down. Several speakers addressed the meeting and the proceedings concluded with a vote of thanks to the chair.	[255, 998, 371, 1038]
article-text: The meeting was held in the Town Hall last evening when there was a large attendance of ratepayers and residents, the Mayor presiding. The business before the meeting was the consideration of the proposals submitted by the council in regard to the raising of a loan for the purpose of carrying out certain works, and after some discussion a resolution was carried in favour of the scheme being proceeded with forthwith. It was stated that the estimates had been carefully prepared and that the cost would not exceed the amount set down. Several speakers addressed the meeting and the proceedings concluded with a vote of thanks to the chair.	[255, 1200, 371, 1241]
rule	[530, 156, 586, 157]
heading-editorial-notes: EDITORIAL NOTES	[32, 523, 103, 533]
nameplate: Rangitikei Advocate.	[11, 474, 123, 490]
heading-british-politics: BRITISH POLITICS.	[400, 57, 471, 67]
heading-montgomerys-entertainers: MONTGOMERY'S ENTERTAINERS.	[403, 619, 468, 637]
ad-mogridge: MOGRIDGE AND CO.'S	[31, 223, 103, 230]
heading-chamberlains-health: MR CHAMBERLAIN'S HEALTH	[502, 221, 615, 230]
article-text: The meeting was held in the Town Hall last evening when there was a large attendance of ratepayers and residents, the Mayor presiding. The business before the meeting was the consideration of the proposals submitted by the council in regard to the raising of a loan for the purpose of carrying out certain works, and after some discussion a resolution was carried in favour of the scheme being proceeded with forthwith. It was stated that the estimates had been carefully prepared and that the cost would not exceed the amount set down. Several speakers addressed the meeting and the proceedings concluded with a vote of thanks to the chair.	[132, 1038, 249, 1079]
subheading-day-by-day: Day by Day.	[1036, 38, 1061, 43]
rule	[19, 112, 116, 113]
ad-money-to-lend-text: We have MONEY TO LEND in sums of £1000 and over at	[10, 36, 124, 47]
article-text: The meeting was held in the Town Hall last evening when there was a large attendance of ratepayers and residents, the Mayor presiding. The business before the meeting was the consideration of the proposals submitted by the council in regard to the raising of a loan for the purpose of carrying out certain works, and after some discussion a resolution was carried in favour of the scheme being proceeded with forthwith. It was stated that the estimates had been carefully prepared and that the cost would not exceed the amount set down. Several speakers addressed the meeting and the proceedings concluded with a vote of thanks to the chair.	[745, 206, 862, 246]
article-text: The meeting was held in the Town Hall last evening when there was a large attendance of ratepayers and residents, the Mayor presiding. The business before the meeting was the consideration of the proposals submitted by the council in regard to the raising of a loan for the purpose of carrying out certain works, and after some discussion a resolution was carried in favour of the scheme being proceeded with forthwith. It was stated that the estimates had been carefully prepared and that the cost would not exceed the amount set down. Several speakers addressed the meeting and the proceedings concluded with a vote of thanks to the chair.	[132, 147, 249, 188]
article-text: The meeting was held in the Town Hall last evening when there was a large attendance of ratepayers and residents, the Mayor presiding. The business before the meeting was the consideration of the proposals submitted by the council in regard to the raising of a loan for the purpose of carrying out certain works, and after some discussion a resolution was carried in favour of the scheme being proceeded with forthwith. It was stated that the estimates had been carefully prepared and that the cost would not exceed the amount set down. Several speakers addressed the meeting and the proceedings concluded with a vote of thanks to the chair.	[255, 107, 371, 147]
heading-warrengate-jc: Warrengate J.C. Meeting.	[884, 188, 968, 197]
rule	[530, 640, 586, 641]
article-text: The meeting was held in the Town Hall last evening when there was a large attendance of ratepayers and residents, the Mayor presiding. The business before the meeting was the consideration of the proposals submitted by the council in regard to the raising of a loan for the purpose of carrying out certain works, and after some discussion a resolution was carried in favour of the scheme being proceeded with forthwith. It was stated that the estimates had been carefully prepared and that the cost would not exceed the amount set down. Several speakers addressed the meeting and the proceedings concluded with a vote of thanks to the chair.	[500, 38, 616, 78]
article-text: The meeting was held in the Town Hall last evening when there was a large attendance of ratepayers and residents, the Mayor presiding. The business before the meeting was the consideration of the proposals submitted by the council in regard to the raising of a loan for the purpose of carrying out certain works, and after some discussion a resolution was carried in favour of the scheme being proceeded with forthwith. It was stated that the estimates had been carefully prepared and that the cost would not exceed the amount set down. Several speakers addressed the meeting and the proceedings concluded with a vote of thanks to the chair.	[132, 917, 249, 957]
article-text: The meeting was held in the Town Hall last evening when there was a large attendance of ratepayers and residents, the Mayor presiding. The business before the meeting was the consideration of the proposals submitted by the council in regard to the raising of a loan for the purpose of carrying out certain works, and after some discussion a resolution was carried in favour of the scheme being proceeded with forthwith. It was stated that the estimates had been carefully prepared and that the cost would not exceed the amount set down. Several speakers addressed the meeting and the proceedings concluded with a vote of thanks to the chair.	[132, 674, 249, 714]
ad-harris: C. L. HARRIS,	[33, 150, 102, 160]
subheading-declared-impossible: Declared to be Impossible.	[531, 168, 586, 174]
column-4	[374, 26, 497, 1616]
heading-dental-examinations: DENTAL EXAMINATIONS.	[388, 535, 483, 544]
rule	[530, 370, 586, 371]
rule	[530, 426, 586, 427]
article-text: The meeting was held in the Town Hall last evening when there was a large attendance of ratepayers and residents, the Mayor presiding. The business before the meeting was the consideration of the proposals submitted by the council in regard to the raising of a loan for the purpose of carrying out certain works, and after some discussion a resolution was carried in favour of the scheme being proceeded with forthwith. It was stated that the estimates had been carefully prepared and that the cost would not exceed the amount set down. Several speakers addressed the meeting and the proceedings concluded with a vote of thanks to the chair.	[745, 423, 862, 464]
heading-christian-science: CHRISTIAN SCIENCE.	[518, 644, 598, 653]
article-text: The meeting was held in the Town Hall last evening when there was a large attendance of ratepayers and residents, the Mayor presiding. The business before the meeting was the consideration of the proposals submitted by the council in regard to the raising of a loan for the purpose of carrying out certain works, and after some discussion a resolution was carried in favour of the scheme being proceeded with forthwith. It was stated that the estimates had been carefully prepared and that the cost would not exceed the amount set down. Several speakers addressed the meeting and the proceedings concluded with a vote of thanks to the chair.	[9, 568, 126, 604]
article-text: Press Association—Copyright. The news was received here this morning from the correspondent and it is understood that the matter will be considered at the next meeting of the council when further particulars are to hand.	[868, 308, 984, 321]
article-text: The meeting was held in the Town Hall last evening when there was a large attendance of ratepayers and residents, the Mayor presiding. The business before the meeting was the consideration of the proposals submitted by the council in regard to the raising of a loan for the purpose of carrying out certain works, and after some discussion a resolution was carried in favour of the scheme being proceeded with forthwith. It was stated that the estimates had been carefully prepared and that the cost would not exceed the amount set down. Several speakers addressed the meeting and the proceedings concluded with a vote of thanks to the chair.	[990, 788, 1107, 828]
article-text: The meeting was held in the Town Hall last evening when there was a large attendance of ratepayers and residents, the Mayor presiding. The business before the meeting was the consideration of the proposals submitted by the council in regard to the raising of a loan for the purpose of carrying out certain works, and after some discussion a resolution was carried in favour of the scheme being proceeded with forthwith. It was stated that the estimates had been carefully prepared and that the cost would not exceed the amount set down. Several speakers addressed the meeting and the proceedings concluded with a vote of thanks to the chair.	[132, 309, 249, 350]
article-text: The meeting was held in the Town Hall last evening when there was a large attendance of ratepayers and residents, the Mayor presiding. The business before the meeting was the consideration of the proposals submitted by the council in regard to the raising of a loan for the purpose of carrying out certain works, and after some discussion a resolution was carried in favour of the scheme being proceeded with forthwith. It was stated that the estimates had been carefully prepared and that the cost would not exceed the amount set down. Several speakers addressed the meeting and the proceedings concluded with a vote of thanks to the chair.	[132, 755, 249, 795]
article-text: The meeting was held in the Town Hall last evening when there was a large attendance of ratepayers and residents, the Mayor presiding. The business before the meeting was the consideration of the proposals submitted by the council in regard to the raising of a loan for the purpose of carrying out certain works, and after some discussion a resolution was carried in favour of the scheme being proceeded with forthwith. It was stated that the estimates had been carefully prepared and that the cost would not exceed the amount set down. Several speakers addressed the meeting and the proceedings concluded with a vote of thanks to the chair.	[255, 471, 371, 512]
subheading-by-turf: By "Turf."	[915, 336, 937, 342]
article-text: The meeting was held in the Town Hall last evening when there was a large attendance of ratepayers and residents, the Mayor presiding. The business before the meeting was the consideration of the proposals submitted by the council in regard to the raising of a loan for the purpose of carrying out certain works, and after some discussion a resolution was carried in favour of the scheme being proceeded with forthwith. It was stated that the estimates had been carefully prepared and that the cost would not exceed the amount set down. Several speakers addressed the meeting and the proceedings concluded with a vote of thanks to the chair.	[132, 471, 249, 512]
rule	[19, 146, 116, 147]
article-text: The meeting was held in the Town Hall last evening when there was a large attendance of ratepayers and residents, the Mayor presiding. The business before the meeting was the consideration of the proposals submitted by the council in regard to the raising of a loan for the purpose of carrying out certain works, and after some discussion a resolution was carried in favour of the scheme being proceeded with forthwith. It was stated that the estimates had been carefully prepared and that the cost would not exceed the amount set down. Several speakers addressed the meeting and the proceedings concluded with a vote of thanks to the chair.	[377, 677, 494, 718]
article-text: The meeting was held in the Town Hall last evening when there was a large attendance of ratepayers and residents, the Mayor presiding. The business before the meeting was the consideration of the proposals submitted by the council in regard to the raising of a loan for the purpose of carrying out certain works, and after some discussion a resolution was carried in favour of the scheme being proceeded with forthwith. It was stated that the estimates had been carefully prepared and that the cost would not exceed the amount set down. Several speakers addressed the meeting and the proceedings concluded with a vote of thanks to the chair.	[255, 714, 371, 755]
article-text: The meeting was held in the Town Hall last evening when there was a large attendance of ratepayers and residents, the Mayor presiding. The business before the meeting was the consideration of the proposals submitted by the council in regard to the raising of a loan for the purpose of carrying out certain works, and after some discussion a resolution was carried in favour of the scheme being proceeded with forthwith. It was stated that the estimates had been carefully prepared and that the cost would not exceed the amount set down. Several speakers addressed the meeting and the proceedings concluded with a vote of thanks to the chair.	[500, 99, 616, 140]
subheading-latest-cup-betting: Latest Cup Betting.	[906, 38, 946, 43]
article-text: The meeting was held in the Town Hall last evening when there was a large attendance of ratepayers and residents, the Mayor presiding. The business before the meeting was the consideration of the proposals submitted by the council in regard to the raising of a loan for the purpose of carrying out certain works, and after some discussion a resolution was carried in favour of the scheme being proceeded with forthwith. It was stated that the estimates had been carefully prepared and that the cost would not exceed the amount set down. Several speakers addressed the meeting and the proceedings concluded with a vote of thanks to the chair.	[255, 147, 371, 188]
article-text: The meeting was held in the Town Hall last evening when there was a large attendance of ratepayers and residents, the Mayor presiding. The business before the meeting was the consideration of the proposals submitted by the council in regard to the raising of a loan for the purpose of carrying out certain works, and after some discussion a resolution was carried in favour of the scheme being proceeded with forthwith. It was stated that the estimates had been carefully prepared and that the cost would not exceed the amount set down. Several speakers addressed the meeting and the proceedings concluded with a vote of thanks to the chair.	[622, 483, 739, 524]
heading-standard-insurance: STANDARD INSURANCE CO.	[752, 252, 855, 262]
article-text: The meeting was held in the Town Hall last evening when there was a large attendance of ratepayers and residents, the Mayor presiding. The business before the meeting was the consideration of the proposals submitted by the council in regard to the raising of a loan for the purpose of carrying out certain works, and after some discussion a resolution was carried in favour of the scheme being proceeded with forthwith. It was stated that the estimates had been carefully prepared and that the cost would not exceed the amount set down. Several speakers addressed the meeting and the proceedings concluded with a vote of thanks to the chair.	[500, 314, 616, 354]
article-text: The meeting was held in the Town Hall last evening when there was a large attendance of ratepayers and residents, the Mayor presiding. The business before the meeting was the consideration of the proposals submitted by the council in regard to the raising of a loan for the purpose of carrying out certain works, and after some discussion a resolution was carried in favour of the scheme being proceeded with forthwith. It was stated that the estimates had been carefully prepared and that the cost would not exceed the amount set down. Several speakers addressed the meeting and the proceedings concluded with a vote of thanks to the chair.	[255, 593, 371, 633]
article-text: The meeting was held in the Town Hall last evening when there was a large attendance of ratepayers and residents, the Mayor presiding. The business before the meeting was the consideration of the proposals submitted by the council in regard to the raising of a loan for the purpose of carrying out certain works, and after some discussion a resolution was carried in favour of the scheme being proceeded with forthwith. It was stated that the estimates had been carefully prepared and that the cost would not exceed the amount set down. Several speakers addressed the meeting and the proceedings concluded with a vote of thanks to the chair.	[255, 269, 371, 309]
rule	[653, 127, 709, 128]
rule	[19, 520, 116, 521]
heading-tremendous-explosion: A TREMENDOUS EXPLOSION.	[503, 84, 613, 94]
ad-whitcombe-sub: SURVEYOR, TAIHAPE.	[41, 361, 93, 366]
article-text: The meeting was held in the Town Hall last evening when there was a large attendance of ratepayers and residents, the Mayor presiding. The business before the meeting was the consideration of the proposals submitted by the council in regard to the raising of a loan for the purpose of carrying out certain works, and after some discussion a resolution was carried in favour of the scheme being proceeded with forthwith. It was stated that the estimates had been carefully prepared and that the cost would not exceed the amount set down. Several speakers addressed the meeting and the proceedings concluded with a vote of thanks to the chair.	[745, 519, 862, 560]
rule	[408, 226, 464, 227]
article-text: The meeting was held in the Town Hall last evening when there was a large attendance of ratepayers and residents, the Mayor presiding. The business before the meeting was the consideration of the proposals submitted by the council in regard to the raising of a loan for the purpose of carrying out certain works, and after some discussion a resolution was carried in favour of the scheme being proceeded with forthwith. It was stated that the estimates had been carefully prepared and that the cost would not exceed the amount set down. Several speakers addressed the meeting and the proceedings concluded with a vote of thanks to the chair.	[377, 381, 494, 422]
article-text: The meeting was held in the Town Hall last evening when there was a large attendance of ratepayers and residents, the Mayor presiding. The business before the meeting was the consideration of the proposals submitted by the council in regard to the raising of a loan for the purpose of carrying out certain works, and after some discussion a resolution was carried in favour of the scheme being proceeded with forthwith. It was stated that the estimates had been carefully prepared and that the cost would not exceed the amount set down. Several speakers addressed the meeting and the proceedings concluded with a vote of thanks to the chair.	[990, 464, 1107, 504]
article-text: Press Association—Copyright. The news was received here this morning from the correspondent and it is understood that the matter will be considered at the next meeting of the council when further particulars are to hand.	[500, 624, 616, 638]
ad-text: Press Association—Copyright. The news was received here this morning from the correspondent and it is understood that the matter will be considered at the next meeting of the council when further particulars are to hand.	[9, 166, 126, 179]
heading-pictures-at-christchurch: THE PICTURES AT CHRISTCHURCH.	[524, 486, 592, 505]
heading-weather-indications: WEATHER INDICATIONS.	[389, 764, 482, 774]
column-7	[742, 26, 865, 1616]
heading-limitation-of-armaments: LIMITATION OF ARMAMENTS.	[502, 159, 615, 169]
column-6	[619, 26, 742, 1616]
ad-text: Press Association—Copyright. The news was received here this morning from the correspondent and it is understood that the matter will be considered at the next meeting of the council when further particulars are to hand.	[9, 95, 126, 108]
article-text: The meeting was held in the Town Hall last evening when there was a large attendance of ratepayers and residents, the Mayor presiding. The business before the meeting was the consideration of the proposals submitted by the council in regard to the raising of a loan for the purpose of carrying out certain works, and after some discussion a resolution was carried in favour of the scheme being proceeded with forthwith. It was stated that the estimates had been carefully prepared and that the cost would not exceed the amount set down. Several speakers addressed the meeting and the proceedings concluded with a vote of thanks to the chair.	[990, 368, 1107, 408]
rule	[408, 328, 464, 329]
heading-american-legislatures: AMERICAN LEGISLATURES.	[506, 615, 610, 625]
heading-london-county-council: LONDON COUNTY COUNCIL.	[382, 119, 489, 128]
rule	[408, 54, 464, 55]
rule	[19, 75, 116, 76]
column-3	[251, 26, 374, 1616]
article-text: The meeting was held in the Town Hall last evening when there was a large attendance of ratepayers and residents, the Mayor presiding. The business before the meeting was the consideration of the proposals submitted by the council in regard to the raising of a loan for the purpose of carrying out certain works, and after some discussion a resolution was carried in favour of the scheme being proceeded with forthwith. It was stated that the estimates had been carefully prepared and that the cost would not exceed the amount set down. Several speakers addressed the meeting and the proceedings concluded with a vote of thanks to the chair.	[377, 814, 494, 854]
article-text: Press Association—Copyright. The news was received here this morning from the correspondent and it is understood that the matter will be considered at the next meeting of the council when further particulars are to hand.	[868, 168, 984, 182]
heading-supreme-court: SUPREME COURT	[402, 590, 469, 600]
article-text: The meeting was held in the Town Hall last evening when there was a large attendance of ratepayers and residents, the Mayor presiding. The business before the meeting was the consideration of the proposals submitted by the council in regard to the raising of a loan for the purpose of carrying out certain works, and after some discussion a resolution was carried in favour of the scheme being proceeded with forthwith. It was stated that the estimates had been carefully prepared and that the cost would not exceed the amount set down. Several speakers addressed the meeting and the proceedings concluded with a vote of thanks to the chair.	[622, 251, 739, 291]
notice-text: Press Association—Copyright. The news was received here this morning from the correspondent and it is understood that the matter will be considered at the next meeting of the council when further particulars are to hand.	[9, 454, 126, 467]
ad-text: Press Association—Copyright. The news was received here this morning from the correspondent and it is understood that the matter will be considered at the next meeting of the council when further particulars are to hand.	[9, 129, 126, 143]
column-9	[987, 26, 1110, 1616]
article-text: The meeting was held in the Town Hall last evening when there was a large attendance of ratepayers and residents, the Mayor presiding. The business before the meeting was the consideration of the proposals submitted by the council in regard to the raising of a loan for the purpose of carrying out certain works, and after some discussion a resolution was carried in favour of the scheme being proceeded with forthwith. It was stated that the estimates had been carefully prepared and that the cost would not exceed the amount set down. Several speakers addressed the meeting and the proceedings concluded with a vote of thanks to the chair.	[377, 773, 494, 814]
article-text: The meeting was held in the Town Hall last evening when there was a large attendance of ratepayers and residents, the Mayor presiding. The business before the meeting was the consideration of the proposals submitted by the council in regard to the raising of a loan for the purpose of carrying out certain works, and after some discussion a resolution was carried in favour of the scheme being proceeded with forthwith. It was stated that the estimates had been carefully prepared and that the cost would not exceed the amount set down. Several speakers addressed the meeting and the proceedings concluded with a vote of thanks to the chair.	[990, 165, 1107, 206]
article-text: The meeting was held in the Town Hall last evening when there was a large attendance of ratepayers and residents, the Mayor presiding. The business before the meeting was the consideration of the proposals submitted by the council in regard to the raising of a loan for the purpose of carrying out certain works, and after some discussion a resolution was carried in favour of the scheme being proceeded with forthwith. It was stated that the estimates had been carefully prepared and that the cost would not exceed the amount set down. Several speakers addressed the meeting and the proceedings concluded with a vote of thanks to the chair.	[132, 1079, 249, 1119]
article-text: The meeting was held in the Town Hall last evening when there was a large attendance of ratepayers and residents, the Mayor presiding. The business before the meeting was the consideration of the proposals submitted by the council in regard to the raising of a loan for the purpose of carrying out certain works, and after some discussion a resolution was carried in favour of the scheme being proceeded with forthwith. It was stated that the estimates had been carefully prepared and that the cost would not exceed the amount set down. Several speakers addressed the meeting and the proceedings concluded with a vote of thanks to the chair.	[132, 269, 249, 309]
ad-text: Press Association—Copyright. The news was received here this morning from the correspondent and it is understood that the matter will be considered at the next meeting of the council when further particulars are to hand.	[9, 330, 126, 344]
article-text: The meeting was held in the Town Hall last evening when there was a large attendance of ratepayers and residents, the Mayor presiding. The business before the meeting was the consideration of the proposals submitted by the council in regard to the raising of a loan for the purpose of carrying out certain works, and after some discussion a resolution was carried in favour of the scheme being proceeded with forthwith. It was stated that the estimates had been carefully prepared and that the cost would not exceed the amount set down. Several speakers addressed the meeting and the proceedings concluded with a vote of thanks to the chair.	[255, 1119, 371, 1160]
rule	[530, 81, 586, 82]
article-text: The meeting was held in the Town Hall last evening when there was a large attendance of ratepayers and residents, the Mayor presiding. The business before the meeting was the consideration of the proposals submitted by the council in regard to the raising of a loan for the purpose of carrying out certain works, and after some discussion a resolution was carried in favour of the scheme being proceeded with forthwith. It was stated that the estimates had been carefully prepared and that the cost would not exceed the amount set down. Several speakers addressed the meeting and the proceedings concluded with a vote of thanks to the chair.	[745, 165, 862, 206]
article-text: The meeting was held in the Town Hall last evening when there was a large attendance of ratepayers and residents, the Mayor presiding. The business before the meeting was the consideration of the proposals submitted by the council in regard to the raising of a loan for the purpose of carrying out certain works, and after some discussion a resolution was carried in favour of the scheme being proceeded with forthwith. It was stated that the estimates had been carefully prepared and that the cost would not exceed the amount set down. Several speakers addressed the meeting and the proceedings concluded with a vote of thanks to the chair.	[255, 836, 371, 876]
article-text: The meeting was held in the Town Hall last evening when there was a large attendance of ratepayers and residents, the Mayor presiding. The business before the meeting was the consideration of the proposals submitted by the council in regard to the raising of a loan for the purpose of carrying out certain works, and after some discussion a resolution was carried in favour of the scheme being proceeded with forthwith. It was stated that the estimates had been carefully prepared and that the cost would not exceed the amount set down. Several speakers addressed the meeting and the proceedings concluded with a vote of thanks to the chair.	[132, 188, 249, 228]
article-text: The meeting was held in the Town Hall last evening when there was a large attendance of ratepayers and residents, the Mayor presiding. The business before the meeting was the consideration of the proposals submitted by the council in regard to the raising of a loan for the purpose of carrying out certain works, and after some discussion a resolution was carried in favour of the scheme being proceeded with forthwith. It was stated that the estimates had been carefully prepared and that the cost would not exceed the amount set down. Several speakers addressed the meeting and the proceedings concluded with a vote of thanks to the chair.	[990, 707, 1107, 747]
article-text: The meeting was held in the Town Hall last evening when there was a large attendance of ratepayers and residents, the Mayor presiding. The business before the meeting was the consideration of the proposals submitted by the council in regard to the raising of a loan for the purpose of carrying out certain works, and after some discussion a resolution was carried in favour of the scheme being proceeded with forthwith. It was stated that the estimates had been carefully prepared and that the cost would not exceed the amount set down. Several speakers addressed the meeting and the proceedings concluded with a vote of thanks to the chair.	[132, 66, 249, 107]
heading-halcombe: HALCOMBE.	[1025, 414, 1072, 424]
heading-mail-notices: MAIL NOTICES.	[38, 387, 97, 397]
heading-future-of-fiji: THE FUTURE OF FIJI.	[518, 374, 598, 383]
article-text: The meeting was held in the Town Hall last evening when there was a large attendance of ratepayers and residents, the Mayor presiding. The business before the meeting was the consideration of the proposals submitted by the council in regard to the raising of a loan for the purpose of carrying out certain works, and after some discussion a resolution was carried in favour of the scheme being proceeded with forthwith. It was stated that the estimates had been carefully prepared and that the cost would not exceed the amount set down. Several speakers addressed the meeting and the proceedings concluded with a vote of thanks to the chair.	[255, 633, 371, 674]
rule	[898, 156, 954, 157]
article-text: The meeting was held in the Town Hall last evening when there was a large attendance of ratepayers and residents, the Mayor presiding. The business before the meeting was the consideration of the proposals submitted by the council in regard to the raising of a loan for the purpose of carrying out certain works, and after some discussion a resolution was carried in favour of the scheme being proceeded with forthwith. It was stated that the estimates had been carefully prepared and that the cost would not exceed the amount set down. Several speakers addressed the meeting and the proceedings concluded with a vote of thanks to the chair.	[868, 72, 984, 113]
rule	[530, 246, 586, 247]
ad-esam-collins-sub: BARRISTERS AND SOLICITORS, MARTON.	[18, 89, 116, 94]
article-text: The meeting was held in the Town Hall last evening when there was a large attendance of ratepayers and residents, the Mayor presiding. The business before the meeting was the consideration of the proposals submitted by the council in regard to the raising of a loan for the purpose of carrying out certain works, and after some discussion a resolution was carried in favour of the scheme being proceeded with forthwith. It was stated that the estimates had been carefully prepared and that the cost would not exceed the amount set down. Several speakers addressed the meeting and the proceedings concluded with a vote of thanks to the chair.	[990, 84, 1107, 125]
article-text: The meeting was held in the Town Hall last evening when there was a large attendance of ratepayers and residents, the Mayor presiding. The business before the meeting was the consideration of the proposals submitted by the council in regard to the raising of a loan for the purpose of carrying out certain works, and after some discussion a resolution was carried in favour of the scheme being proceeded with forthwith. It was stated that the estimates had been carefully prepared and that the cost would not exceed the amount set down. Several speakers addressed the meeting and the proceedings concluded with a vote of thanks to the chair.	[132, 998, 249, 1038]
phases-month: MARCH, 1907.	[52, 448, 82, 454]
article-text: The meeting was held in the Town Hall last evening when there was a large attendance of ratepayers and residents, the Mayor presiding. The business before the meeting was the consideration of the proposals submitted by the council in regard to the raising of a loan for the purpose of carrying out certain works, and after some discussion a resolution was carried in favour of the scheme being proceeded with forthwith. It was stated that the estimates had been carefully prepared and that the cost would not exceed the amount set down. Several speakers addressed the meeting and the proceedings concluded with a vote of thanks to the chair.	[377, 544, 494, 584]
article-text: The meeting was held in the Town Hall last evening when there was a large attendance of ratepayers and residents, the Mayor presiding. The business before the meeting was the consideration of the proposals submitted by the council in regard to the raising of a loan for the purpose of carrying out certain works, and after some discussion a resolution was carried in favour of the scheme being proceeded with forthwith. It was stated that the estimates had been carefully prepared and that the cost would not exceed the amount set down. Several speakers addressed the meeting and the proceedings concluded with a vote of thanks to the chair.	[622, 321, 739, 362]
rule	[653, 238, 709, 239]
rule	[19, 384, 116, 385]
heading-british-medical-association: BRITISH MEDICAL ASSOCIATION	[768, 566, 839, 584]
heading-disturbed-russia: DISTURBED RUSSIA.	[520, 458, 596, 467]
heading-enormous-land-slips: ENORMOUS LAND SLIPS.	[512, 429, 605, 439]
article-text: Press Association—Copyright. The news was received here this morning from the correspondent and it is understood that the matter will be considered at the next meeting of the council when further particulars are to hand.	[500, 438, 616, 452]
subheading-borough-elections: Borough Elections.	[661, 315, 700, 321]
rule	[408, 587, 464, 588]
rule	[1021, 411, 1077, 412]
rule	[19, 436, 116, 437]
ad-london-dental-sub: WANGANUI.	[52, 123, 82, 129]
article-text: The meeting was held in the Town Hall last evening when there was a large attendance of ratepayers and residents, the Mayor presiding. The business before the meeting was the consideration of the proposals submitted by the council in regard to the raising of a loan for the purpose of carrying out certain works, and after some discussion a resolution was carried in favour of the scheme being proceeded with forthwith. It was stated that the estimates had been carefully prepared and that the cost would not exceed the amount set down. Several speakers addressed the meeting and the proceedings concluded with a vote of thanks to the chair.	[622, 620, 739, 660]
article-text: The meeting was held in the Town Hall last evening when there was a large attendance of ratepayers and residents, the Mayor presiding. The business before the meeting was the consideration of the proposals submitted by the council in regard to the raising of a loan for the purpose of carrying out certain works, and after some discussion a resolution was carried in favour of the scheme being proceeded with forthwith. It was stated that the estimates had been carefully prepared and that the cost would not exceed the amount set down. Several speakers addressed the meeting and the proceedings concluded with a vote of thanks to the chair.	[500, 258, 616, 299]
article-text: The meeting was held in the Town Hall last evening when there was a large attendance of ratepayers and residents, the Mayor presiding. The business before the meeting was the consideration of the proposals submitted by the council in regard to the raising of a loan for the purpose of carrying out certain works, and after some discussion a resolution was carried in favour of the scheme being proceeded with forthwith. It was stated that the estimates had been carefully prepared and that the cost would not exceed the amount set down. Several speakers addressed the meeting and the proceedings concluded with a vote of thanks to the chair.	[868, 485, 984, 525]
article-text: The meeting was held in the Town Hall last evening when there was a large attendance of ratepayers and residents, the Mayor presiding. The business before the meeting was the consideration of the proposals submitted by the council in regard to the raising of a loan for the purpose of carrying out certain works, and after some discussion a resolution was carried in favour of the scheme being proceeded with forthwith. It was stated that the estimates had been carefully prepared and that the cost would not exceed the amount set down. Several speakers addressed the meeting and the proceedings concluded with a vote of thanks to the chair.	[622, 195, 739, 236]
heading-great-hail-storm: GREAT HAIL STORM.	[641, 242, 720, 251]
heading-wanganui-training-notes: Wanganui Training Notes	[884, 63, 968, 73]
article-text: The meeting was held in the Town Hall last evening when there was a large attendance of ratepayers and residents, the Mayor presiding. The business before the meeting was the consideration of the proposals submitted by the council in regard to the raising of a loan for the purpose of carrying out certain works, and after some discussion a resolution was carried in favour of the scheme being proceeded with forthwith. It was stated that the estimates had been carefully prepared and that the cost would not exceed the amount set down. Several speakers addressed the meeting and the proceedings concluded with a vote of thanks to the chair.	[255, 390, 371, 431]
article-text: The meeting was held in the Town Hall last evening when there was a large attendance of ratepayers and residents, the Mayor presiding. The business before the meeting was the consideration of the proposals submitted by the council in regard to the raising of a loan for the purpose of carrying out certain works, and after some discussion a resolution was carried in favour of the scheme being proceeded with forthwith. It was stated that the estimates had been carefully prepared and that the cost would not exceed the amount set down. Several speakers addressed the meeting and the proceedings concluded with a vote of thanks to the chair.	[745, 125, 862, 165]
rule	[898, 295, 954, 296]
article-text: The meeting was held in the Town Hall last evening when there was a large attendance of ratepayers and residents, the Mayor presiding. The business before the meeting was the consideration of the proposals submitted by the council in regard to the raising of a loan for the purpose of carrying out certain works, and after some discussion a resolution was carried in favour of the scheme being proceeded with forthwith. It was stated that the estimates had been carefully prepared and that the cost would not exceed the amount set down. Several speakers addressed the meeting and the proceedings concluded with a vote of thanks to the chair.	[622, 660, 739, 701]
article-text: Press Association—Copyright. The news was received here this morning from the correspondent and it is understood that the matter will be considered at the next meeting of the council when further particulars are to hand.	[868, 44, 984, 57]
ad-bell-sub: VETERINARY SURGEON TO FARMERS' UNION.	[13, 196, 122, 202]
article-text: The meeting was held in the Town Hall last evening when there was a large attendance of ratepayers and residents, the Mayor presiding. The business before the meeting was the consideration of the proposals submitted by the council in regard to the raising of a loan for the purpose of carrying out certain works, and after some discussion a resolution was carried in favour of the scheme being proceeded with forthwith. It was stated that the estimates had been carefully prepared and that the cost would not exceed the amount set down. Several speakers addressed the meeting and the proceedings concluded with a vote of thanks to the chair.	[132, 107, 249, 147]
subheading-mcc-v-new-zealand: M.C.C. v. New Zealand.	[411, 239, 460, 244]
ad-harris-sub: SADDLER, MARTON JUNCTION.	[30, 160, 105, 165]
article-text: The meeting was held in the Town Hall last evening when there was a large attendance of ratepayers and residents, the Mayor presiding. The business before the meeting was the consideration of the proposals submitted by the council in regard to the raising of a loan for the purpose of carrying out certain works, and after some discussion a resolution was carried in favour of the scheme being proceeded with forthwith. It was stated that the estimates had been carefully prepared and that the cost would not exceed the amount set down. Several speakers addressed the meeting and the proceedings concluded with a vote of thanks to the chair.	[868, 342, 984, 383]
subheading-influence-in-politics: Its Influence in Politics.	[656, 38, 705, 43]
ad-esam-collins: ESAM & COLLINS,	[21, 79, 113, 89]
subheading-old-age-pensions: Old Age Pensions.	[417, 66, 455, 72]
ad-interest-rate: 4½%	[56, 48, 79, 58]
article-text: The meeting was held in the Town Hall last evening when there was a large attendance of ratepayers and residents, the Mayor presiding. The business before the meeting was the consideration of the proposals submitted by the council in regard to the raising of a loan for the purpose of carrying out certain works, and after some discussion a resolution was carried in favour of the scheme being proceeded with forthwith. It was stated that the estimates had been carefully prepared and that the cost would not exceed the amount set down. Several speakers addressed the meeting and the proceedings concluded with a vote of thanks to the chair.	[255, 350, 371, 390]
rule	[408, 424, 464, 425]
heading-german-navy: THE GERMAN NAVY.	[397, 174, 474, 184]
article-text: The meeting was held in the Town Hall last evening when there was a large attendance of ratepayers and residents, the Mayor presiding. The business before the meeting was the consideration of the proposals submitted by the council in regard to the raising of a loan for the purpose of carrying out certain works, and after some discussion a resolution was carried in favour of the scheme being proceeded with forthwith. It was stated that the estimates had been carefully prepared and that the cost would not exceed the amount set down. Several speakers addressed the meeting and the proceedings concluded with a vote of thanks to the chair.	[500, 681, 616, 722]
article-text: Press Association—Copyright. The news was received here this morning from the correspondent and it is understood that the matter will be considered at the next meeting of the council when further particulars are to hand.	[500, 467, 616, 480]
ad-mogridge-sub: ARCADE, MARTON.	[44, 231, 91, 236]
article-text: The meeting was held in the Town Hall last evening when there was a large attendance of ratepayers and residents, the Mayor presiding. The business before the meeting was the consideration of the proposals submitted by the council in regard to the raising of a loan for the purpose of carrying out certain works, and after some discussion a resolution was carried in favour of the scheme being proceeded with forthwith. It was stated that the estimates had been carefully prepared and that the cost would not exceed the amount set down. Several speakers addressed the meeting and the proceedings concluded with a vote of thanks to the chair.	[132, 228, 249, 269]
article-text: The meeting was held in the Town Hall last evening when there was a large attendance of ratepayers and residents, the Mayor presiding. The business before the meeting was the consideration of the proposals submitted by the council in regard to the raising of a loan for the purpose of carrying out certain works, and after some discussion a resolution was carried in favour of the scheme being proceeded with forthwith. It was stated that the estimates had been carefully prepared and that the cost would not exceed the amount set down. Several speakers addressed the meeting and the proceedings concluded with a vote of thanks to the chair.	[255, 674, 371, 714]
dateline: TUESDAY, MARCH 5, 1907.	[9, 493, 126, 501]
article-text: The meeting was held in the Town Hall last evening when there was a large attendance of ratepayers and residents, the Mayor presiding. The business before the meeting was the consideration of the proposals submitted by the council in regard to the raising of a loan for the purpose of carrying out certain works, and after some discussion a resolution was carried in favour of the scheme being proceeded with forthwith. It was stated that the estimates had been carefully prepared and that the cost would not exceed the amount set down. Several speakers addressed the meeting and the proceedings concluded with a vote of thanks to the chair.	[868, 113, 984, 153]
ad-text: Press Association—Copyright. The news was received here this morning from the correspondent and it is understood that the matter will be considered at the next meeting of the council when further particulars are to hand.	[9, 294, 126, 307]
rule	[776, 466, 832, 467]
rule	[530, 454, 586, 455]
heading-phases-of-the-moon: PHASES OF THE MOON	[24, 439, 110, 449]
rule	[898, 324, 954, 325]
heading-coming-events: COMING EVENTS.	[402, 428, 469, 437]
article-text: The meeting was held in the Town Hall last evening when there was a large attendance of ratepayers and residents, the Mayor presiding. The business before the meeting was the consideration of the proposals submitted by the council in regard to the raising of a loan for the purpose of carrying out certain works, and after some discussion a resolution was carried in favour of the scheme being proceeded with forthwith. It was stated that the estimates had been carefully prepared and that the cost would not exceed the amount set down. Several speakers addressed the meeting and the proceedings concluded with a vote of thanks to the chair.	[132, 390, 249, 431]
running-head: THE RANGITIKEI ADVOCATE, TUESDAY, MARCH 5, 1907	[330, 4, 784, 20]
article-text: The meeting was held in the Town Hall last evening when there was a large attendance of ratepayers and residents, the Mayor presiding. The business before the meeting was the consideration of the proposals submitted by the council in regard to the raising of a loan for the purpose of carrying out certain works, and after some discussion a resolution was carried in favour of the scheme being proceeded with forthwith. It was stated that the estimates had been carefully prepared and that the cost would not exceed the amount set down. Several speakers addressed the meeting and the proceedings concluded with a vote of thanks to the chair.	[990, 44, 1107, 84]
subheading-to-morrow: TO-MORROW.	[421, 437, 451, 442]
article-text: The meeting was held in the Town Hall last evening when there was a large attendance of ratepayers and residents, the Mayor presiding. The business before the meeting was the consideration of the proposals submitted by the council in regard to the raising of a loan for the purpose of carrying out certain works, and after some discussion a resolution was carried in favour of the scheme being proceeded with forthwith. It was stated that the estimates had been carefully prepared and that the cost would not exceed the amount set down. Several speakers addressed the meeting and the proceedings concluded with a vote of thanks to the chair.	[622, 362, 739, 402]
article-text: The meeting was held in the Town Hall last evening when there was a large attendance of ratepayers and residents, the Mayor presiding. The business before the meeting was the consideration of the proposals submitted by the council in regard to the raising of a loan for the purpose of carrying out certain works, and after some discussion a resolution was carried in favour of the scheme being proceeded with forthwith. It was stated that the estimates had been carefully prepared and that the cost would not exceed the amount set down. Several speakers addressed the meeting and the proceedings concluded with a vote of thanks to the chair.	[132, 714, 249, 755]
rule	[776, 249, 832, 250]
article-text: The meeting was held in the Town Hall last evening when there was a large attendance of ratepayers and residents, the Mayor presiding. The business before the meeting was the consideration of the proposals submitted by the council in regard to the raising of a loan for the purpose of carrying out certain works, and after some discussion a resolution was carried in favour of the scheme being proceeded with forthwith. It was stated that the estimates had been carefully prepared and that the cost would not exceed the amount set down. Several speakers addressed the meeting and the proceedings concluded with a vote of thanks to the chair.	[745, 261, 862, 302]
rule	[408, 761, 464, 762]
article-text: The meeting was held in the Town Hall last evening when there was a large attendance of ratepayers and residents, the Mayor presiding. The business before the meeting was the consideration of the proposals submitted by the council in regard to the raising of a loan for the purpose of carrying out certain works, and after some discussion a resolution was carried in favour of the scheme being proceeded with forthwith. It was stated that the estimates had been carefully prepared and that the cost would not exceed the amount set down. Several speakers addressed the meeting and the proceedings concluded with a vote of thanks to the chair.	[255, 309, 371, 350]
notice-text: The meeting was held in the Town Hall last evening when there was a large attendance of ratepayers and residents, the Mayor presiding. The business before the meeting was the consideration of the proposals submitted by the council in regard to the raising of a loan for the purpose of carrying out certain works, and after some discussion a resolution was carried in favour of the scheme being proceeded with forthwith. It was stated that the estimates had been carefully prepared and that the cost would not exceed the amount set down. Several speakers addressed the meeting and the proceedings concluded with a vote of thanks to the chair.	[9, 396, 126, 432]
